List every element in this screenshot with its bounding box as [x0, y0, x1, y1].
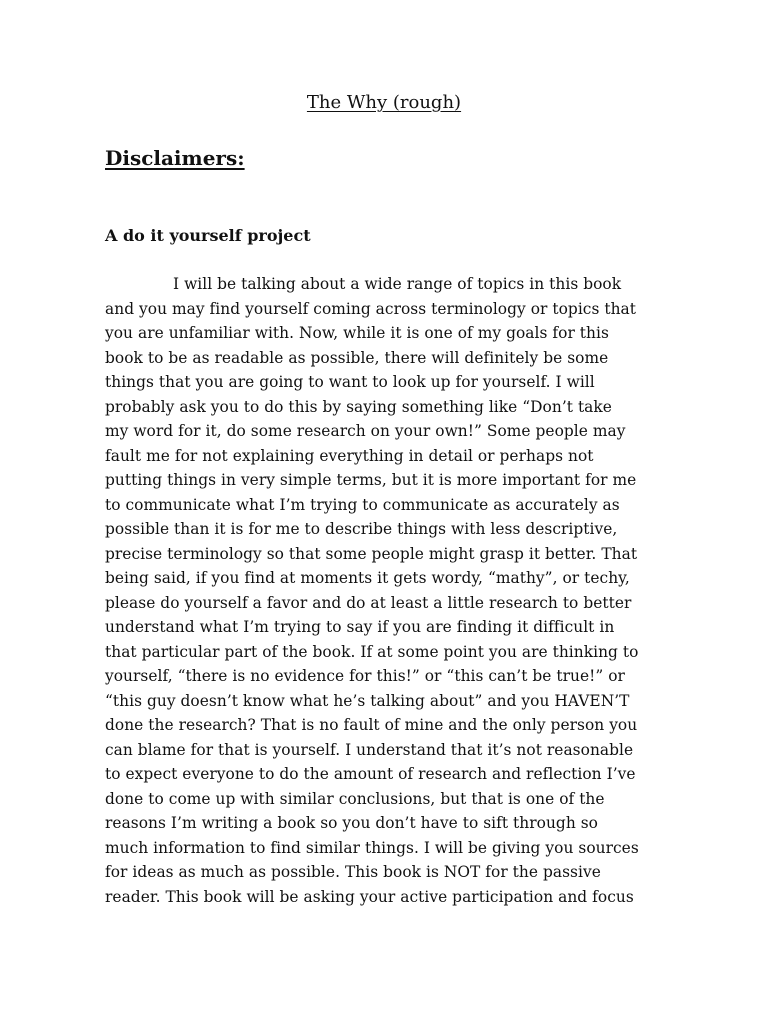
section-heading-disclaimers: Disclaimers: — [105, 146, 245, 170]
paragraph-line: to expect everyone to do the amount of research and reflection I’ve — [105, 765, 636, 783]
paragraph-line: can blame for that is yourself. I understand that it’s not reasonable — [105, 740, 634, 759]
paragraph-line: to communicate what I’m trying to communicate as accurately as — [105, 495, 620, 514]
paragraph-line: understand what I’m trying to say if you are finding it difficult in — [105, 618, 615, 636]
paragraph-line: much information to find similar things. I will be giving you sources — [105, 838, 639, 857]
paragraph-line: being said, if you find at moments it gets wordy, “mathy”, or techy, — [105, 569, 630, 587]
document-title: The Why (rough) — [306, 92, 462, 113]
paragraph-line: “this guy doesn’t know what he’s talking about” and you HAVEN’T — [105, 691, 630, 710]
paragraph-line: book to be as readable as possible, there will definitely be some — [105, 348, 609, 367]
paragraph-line: you are unfamiliar with. Now, while it is one of my goals for this — [105, 324, 609, 342]
paragraph-line: fault me for not explaining everything in detail or perhaps not — [105, 446, 594, 465]
paragraph-line: probably ask you to do this by saying something like “Don’t take — [105, 397, 612, 416]
paragraph-line: for ideas as much as possible. This book is NOT for the passive — [105, 863, 601, 881]
paragraph-line: and you may find yourself coming across terminology or topics that — [105, 299, 637, 318]
paragraph-line: reasons I’m writing a book so you don’t have to sift through so — [105, 814, 598, 832]
paragraph-line: I will be talking about a wide range of topics in this book — [173, 275, 622, 293]
paragraph-line: things that you are going to want to look up for yourself. I will — [105, 373, 595, 391]
paragraph-line: reader. This book will be asking your active participation and focus — [105, 887, 634, 906]
paragraph-line: yourself, “there is no evidence for this!” or “this can’t be true!” or — [105, 667, 625, 685]
paragraph-line: done the research? That is no fault of mine and the only person you — [105, 716, 638, 734]
body-paragraph — [105, 272, 675, 909]
paragraph-line: possible than it is for me to describe things with less descriptive, — [105, 520, 618, 538]
paragraph-line: that particular part of the book. If at some point you are thinking to — [105, 642, 639, 661]
paragraph-line: my word for it, do some research on your own!” Some people may — [105, 422, 626, 440]
paragraph-line: putting things in very simple terms, but it is more important for me — [105, 471, 637, 489]
sub-heading: A do it yourself project — [105, 226, 311, 245]
paragraph-line: precise terminology so that some people might grasp it better. That — [105, 544, 638, 563]
paragraph-line: done to come up with similar conclusions, but that is one of the — [105, 789, 605, 808]
paragraph-line: please do yourself a favor and do at least a little research to better — [105, 593, 632, 612]
